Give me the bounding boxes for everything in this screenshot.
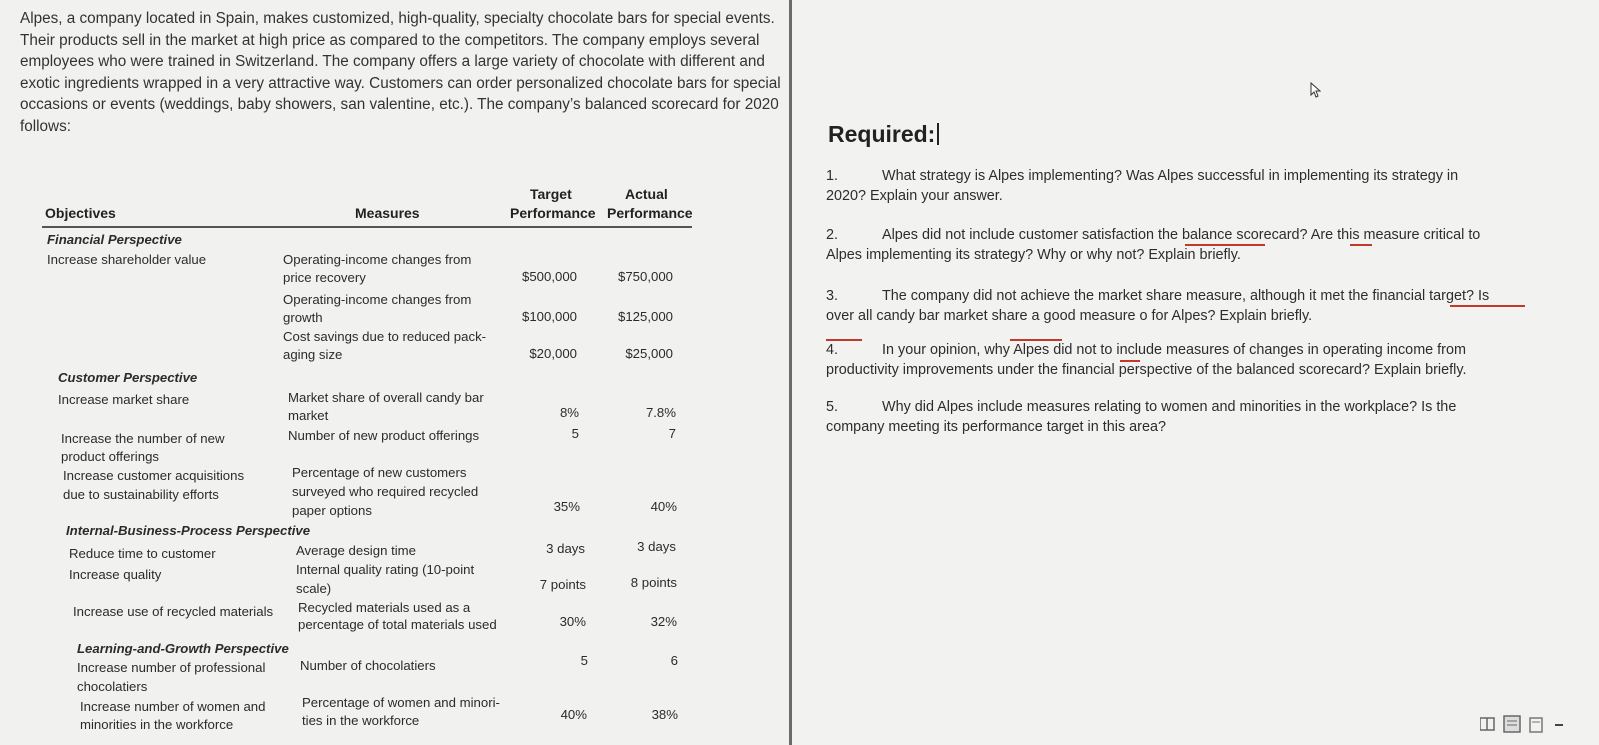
measure-cell: Number of new product offerings	[288, 428, 480, 443]
objective-cell: Increase number of professional	[77, 660, 266, 675]
objective-cell: chocolatiers	[77, 679, 148, 694]
question-5[interactable]: 5. Why did Alpes include measures relating to women and minorities in the workplace? Is the company meeting its performance target in this area?	[826, 399, 1457, 435]
target-value: 30%	[559, 614, 586, 629]
actual-value: 8 points	[630, 575, 677, 590]
objective-cell: minorities in the workforce	[80, 717, 234, 732]
actual-value: 3 days	[637, 539, 676, 554]
objective-cell: Increase market share	[58, 392, 190, 407]
read-mode-icon[interactable]	[1530, 718, 1542, 732]
objective-cell: Increase customer acquisitions	[63, 468, 245, 483]
header-actual-1: Actual	[625, 186, 668, 202]
target-value: 40%	[560, 707, 587, 722]
measure-cell: Recycled materials used as a	[298, 600, 471, 615]
actual-value: $750,000	[617, 269, 673, 284]
measure-cell: Number of chocolatiers	[300, 658, 436, 673]
actual-value: 32%	[650, 614, 677, 629]
measure-cell: Market share of overall candy bar	[288, 390, 484, 405]
question-3[interactable]: 3. The company did not achieve the market share measure, although it met the financial target? Is over all candy bar market share a good measure o for Alpes? Explain briefly.	[826, 288, 1490, 324]
objective-cell: Increase the number of new	[61, 431, 225, 446]
mouse-pointer-icon	[1310, 82, 1326, 98]
actual-value: 6	[670, 653, 678, 668]
target-value: 5	[571, 426, 579, 441]
header-measures: Measures	[355, 205, 420, 221]
objective-cell: product offerings	[61, 449, 159, 464]
target-value: $100,000	[521, 309, 577, 324]
question-2[interactable]: 2. Alpes did not include customer satisfaction the balance scorecard? Are this measure critical to Alpes implementing its strategy? Why or why not? Explain briefly.	[826, 227, 1481, 263]
objective-cell: Increase quality	[69, 567, 162, 582]
target-value: $500,000	[521, 269, 577, 284]
actual-value: 38%	[651, 707, 678, 722]
objective-cell: Increase shareholder value	[47, 252, 207, 267]
actual-value: 7	[668, 426, 676, 441]
measure-cell: scale)	[296, 581, 332, 596]
intro-paragraph: Alpes, a company located in Spain, makes customized, high-quality, specialty chocolate bars for special events. Their products sell in the market at high price as compared to the competitors. The company employs several employees who were trained in Switzerland. The company offers a large variety of chocolate with different and exotic ingredients wrapped in a very attractive way. Customers can order personalized chocolate bars for special occasions or events (weddings, baby showers, san valentine, etc.). The company’s balanced scorecard for 2020 follows:	[20, 10, 781, 135]
measure-cell: Percentage of women and minori-	[302, 695, 500, 710]
measure-cell: Operating-income changes from	[283, 252, 472, 267]
measure-cell: price recovery	[283, 270, 366, 285]
view-controls	[1480, 710, 1590, 745]
objective-cell: due to sustainability efforts	[63, 487, 219, 502]
target-value: 35%	[553, 499, 580, 514]
measure-cell: paper options	[292, 503, 372, 518]
measure-cell: Percentage of new customers	[292, 465, 467, 480]
question-4[interactable]: 4. In your opinion, why Alpes did not to include measures of changes in operating income from productivity improvements under the financial perspective of the balanced scorecard? Explain briefly.	[826, 342, 1467, 378]
print-layout-icon[interactable]	[1480, 718, 1494, 730]
measure-cell: Average design time	[296, 543, 416, 558]
target-value: 8%	[559, 405, 579, 420]
actual-value: $25,000	[625, 346, 673, 361]
measure-cell: Internal quality rating (10-point	[296, 562, 475, 577]
measure-cell: aging size	[283, 347, 343, 362]
target-value: 5	[580, 653, 588, 668]
header-target-1: Target	[530, 186, 572, 202]
web-layout-icon[interactable]	[1504, 716, 1520, 732]
measure-cell: market	[288, 408, 329, 423]
perspective-financial: Financial Perspective	[47, 232, 182, 247]
measure-cell: ties in the workforce	[302, 713, 420, 728]
header-actual-2: Performance	[607, 205, 693, 221]
perspective-learning: Learning-and-Growth Perspective	[77, 641, 289, 656]
target-value: 3 days	[546, 541, 585, 556]
question-1[interactable]: 1. What strategy is Alpes implementing? Was Alpes successful in implementing its strategy in 2020? Explain your answer.	[826, 168, 1459, 204]
measure-cell: Operating-income changes from	[283, 292, 472, 307]
measure-cell: surveyed who required recycled	[292, 484, 479, 499]
objective-cell: Reduce time to customer	[69, 546, 216, 561]
objective-cell: Increase use of recycled materials	[73, 604, 274, 619]
measure-cell: Cost savings due to reduced pack-	[283, 329, 487, 344]
target-value: 7 points	[539, 577, 586, 592]
measure-cell: growth	[283, 310, 323, 325]
actual-value: 40%	[650, 499, 677, 514]
target-value: $20,000	[529, 346, 577, 361]
actual-value: 7.8%	[645, 405, 676, 420]
measure-cell: percentage of total materials used	[298, 617, 497, 632]
perspective-internal: Internal-Business-Process Perspective	[66, 523, 311, 538]
header-target-2: Performance	[510, 205, 596, 221]
objective-cell: Increase number of women and	[80, 699, 266, 714]
required-heading[interactable]: Required:	[828, 121, 939, 148]
actual-value: $125,000	[617, 309, 673, 324]
header-objectives: Objectives	[45, 205, 116, 221]
perspective-customer: Customer Perspective	[58, 370, 198, 385]
